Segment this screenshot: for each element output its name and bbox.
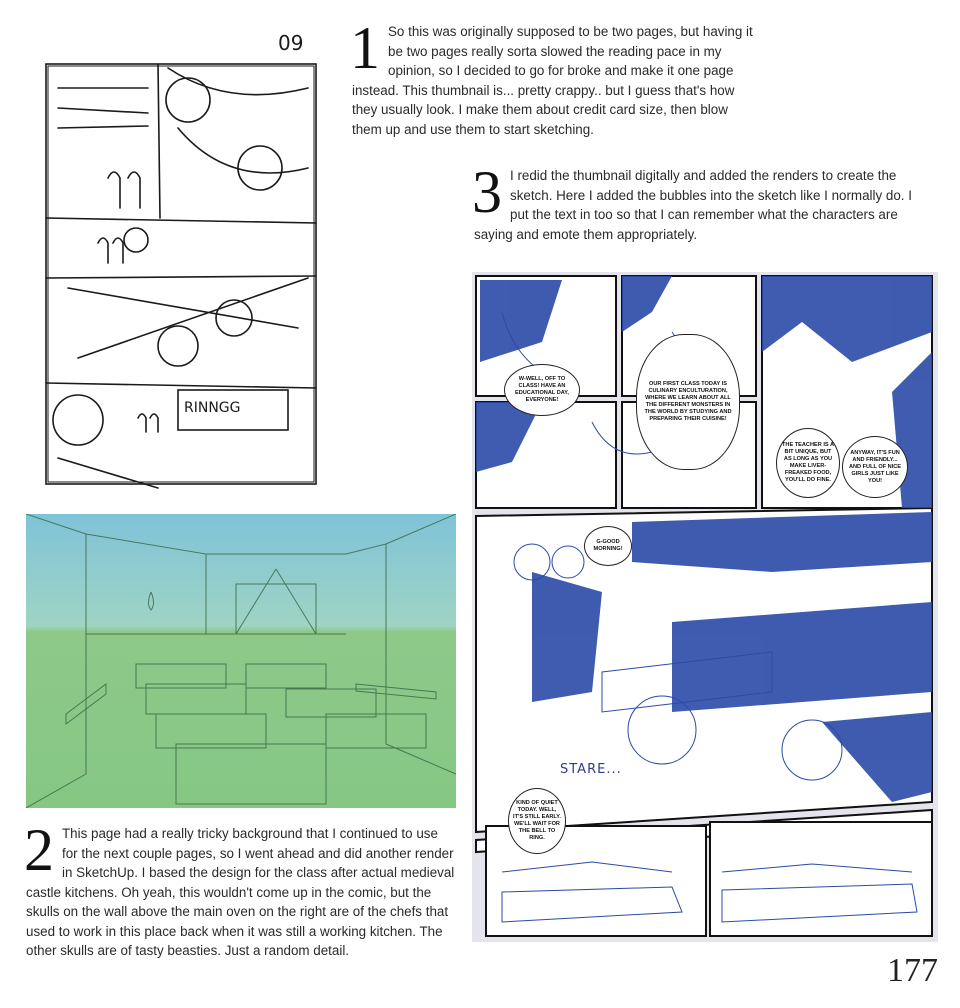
thumbnail-sketch (38, 28, 328, 490)
note-2-text: This page had a really tricky background that I continued to use for the next couple pages, so I went ahead and did another render in SketchUp. I based the design for the class after actual medieval castle kitchens. Oh yeah, this wouldn't come up in the comic, but the skulls on the wall above the main oven on the right are of the chefs that used to work in this place back when it was still a working kitchen. The other skulls are of tasty beasties. Just a random detail. (26, 826, 455, 958)
note-3-text: I redid the thumbnail digitally and added the renders to create the sketch. Here I added the bubbles into the sketch like I normally do. I put the text in too so that I can remember what the characters are saying and emote them appropriately. (474, 168, 912, 242)
note-2-number: 2 (24, 817, 54, 883)
page-number: 177 (887, 952, 938, 989)
thumbnail-page-label: 09 (278, 31, 304, 55)
sfx-stare: STARE... (560, 762, 622, 777)
note-1-number: 1 (350, 15, 380, 81)
speech-bubble-3: THE TEACHER IS A BIT UNIQUE, BUT AS LONG AS YOU MAKE LIVER-FREAKED FOOD, YOU'LL DO FINE. (776, 428, 840, 498)
note-3-number: 3 (472, 159, 502, 225)
speech-bubble-2: OUR FIRST CLASS TODAY IS CULINARY ENCULTURATION, WHERE WE LEARN ABOUT ALL THE DIFFERENT MONSTERS IN THE WORLD BY STUDYING AND PREPARING THEIR CUISINE! (636, 334, 740, 470)
speech-bubble-6: KIND OF QUIET TODAY. WELL, IT'S STILL EARLY. WE'LL WAIT FOR THE BELL TO RING. (508, 788, 566, 854)
speech-bubble-1: W-WELL, OFF TO CLASS! HAVE AN EDUCATIONAL DAY, EVERYONE! (504, 364, 580, 416)
comic-sketch-page (472, 272, 938, 942)
speech-bubble-5: G-GOOD MORNING! (584, 526, 632, 566)
note-3 (472, 159, 930, 244)
sketchup-render (26, 514, 456, 808)
thumbnail-sfx-label: RINNGG (184, 400, 241, 416)
speech-bubble-4: ANYWAY, IT'S FUN AND FRIENDLY... AND FULL OF NICE GIRLS JUST LIKE YOU! (842, 436, 908, 498)
note-1-text: So this was originally supposed to be two pages, but having it be two pages really sorta slowed the reading pace in my opinion, so I decided to go for broke and make it one page instead. This thumbnail is... pretty crappy.. but I guess that's how they usually look. I make them about credit card size, then blow them up and use them to start sketching. (352, 24, 753, 137)
note-1 (350, 15, 760, 139)
note-2 (24, 817, 456, 961)
